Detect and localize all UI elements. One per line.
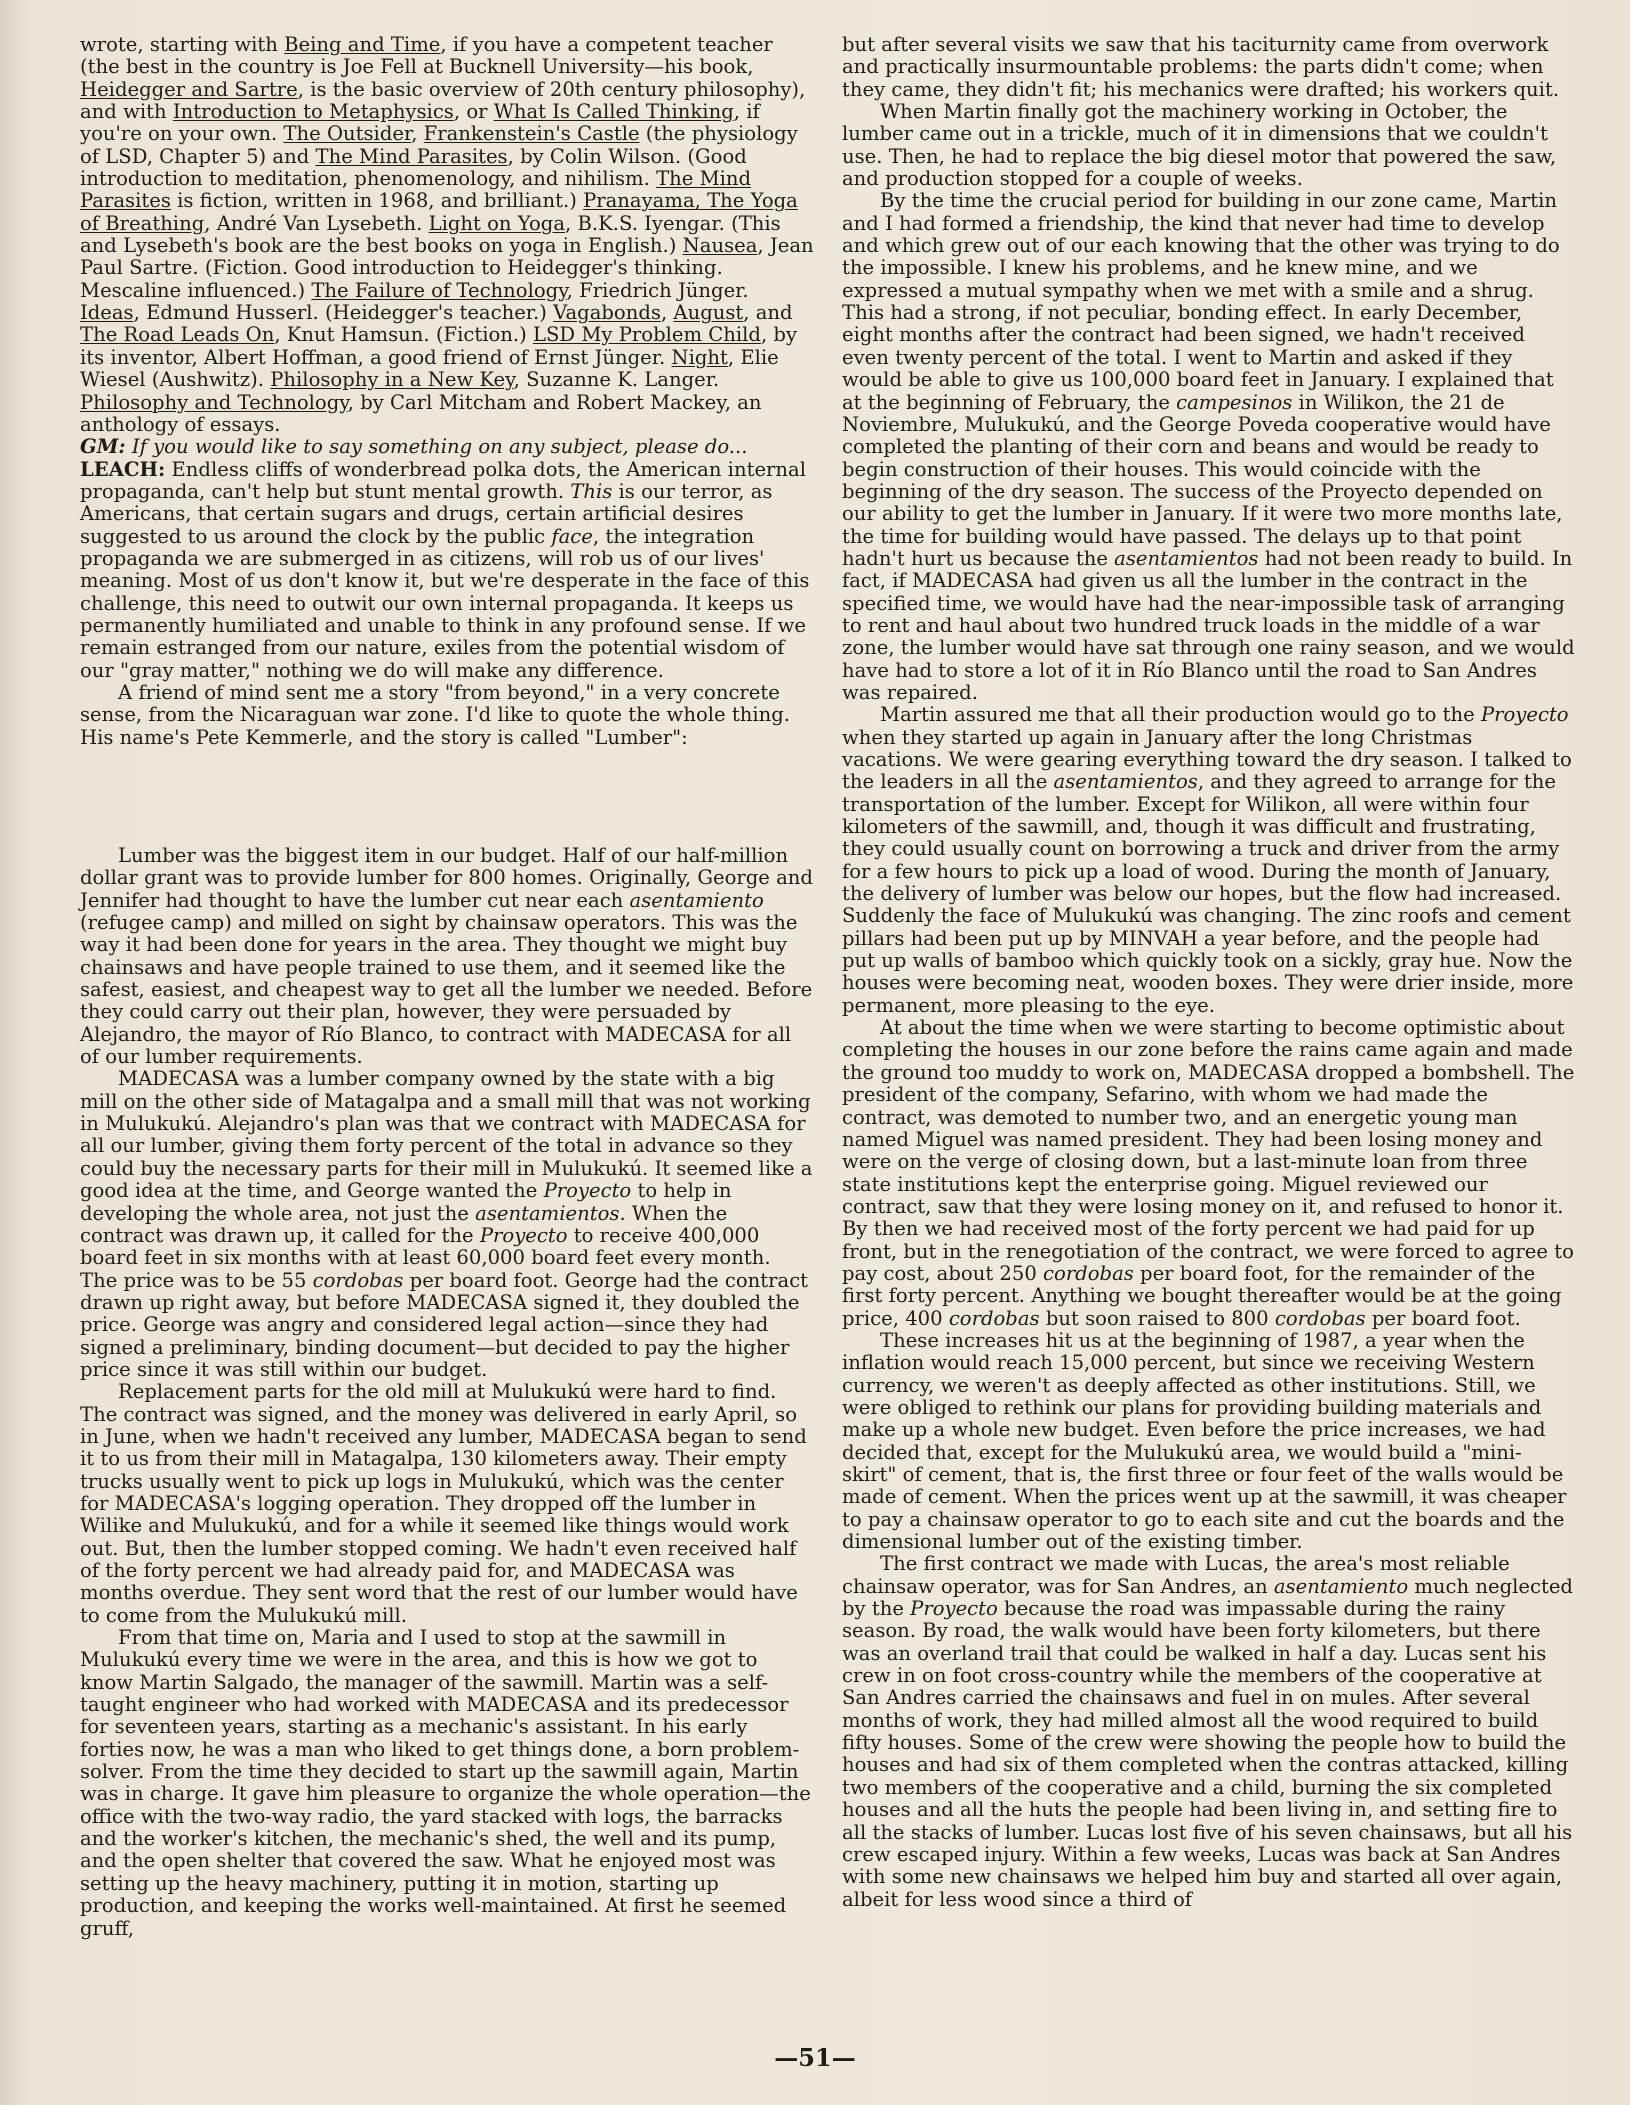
text-run: campesinos [1176,390,1293,414]
text-run: to help in developing the whole area, not just the [80,1179,732,1225]
text-run: cordobas [1274,1306,1366,1330]
text-run: Martin assured me that all their production would go to the [880,703,1481,727]
text-run: wrote, starting with [80,33,285,56]
text-run: , Elie Wiesel (Aushwitz). [80,345,779,392]
story-paragraph [842,1330,1576,1553]
gm-question [80,436,814,458]
section-gap [80,749,814,845]
text-run: cordobas [1043,1261,1134,1285]
story-paragraph [842,101,1576,190]
text-run: cordobas [948,1306,1040,1330]
text-run: asentamiento [629,888,764,912]
book-title: Light on Yoga [428,211,566,235]
story-paragraph [80,1381,814,1627]
text-run: face [551,524,593,548]
text-run: , if you're on your own. [80,100,760,146]
text-run: By the time the crucial period for building in our zone came, Martin and I had formed a friendship, the kind that never had time to develop and which grew out of our each knowing that the other was trying to do the impossible. I knew his problems, and he knew mine, and we expressed a mutual sympathy when we met with a smile and a shrug. This had a strong, if not peculiar, bonding effect. In early December, eight months after the contract had been signed, we hadn't received even twenty percent of the total. I went to Martin and asked if they would be able to give us 100,000 board feet in January. I explained that at the beginning of February, the [842,189,1560,414]
text-run: , Knut Hamsun. (Fiction.) [274,323,533,347]
story-paragraph [842,1553,1576,1911]
story-paragraph [80,845,814,1068]
text-run: cordobas [312,1268,404,1292]
text-run: , [660,301,674,325]
text-run: , Friedrich Jünger. [566,278,749,302]
book-title: The Failure of Technology [311,278,567,302]
text-run: , by Carl Mitcham and Robert Mackey, an anthology of essays. [80,390,762,436]
text-run: , André Van Lysebeth. [204,211,429,235]
book-title: The Outsider [283,122,412,146]
text-run: , by Colin Wilson. (Good introduction to meditation, phenomenology, and nihilism. [80,144,747,191]
text-run: is our terror, as Americans, that certain sugars and drugs, certain artificial desires suggested to us around the clock by the public [80,479,773,548]
text-run: but soon raised to 800 [1039,1306,1275,1330]
text-run: Proyecto [479,1223,568,1247]
text-run: When Martin finally got the machinery working in October, the lumber came out in a trickle, much of it in dimensions that we couldn't use. Then, he had to replace the big diesel motor that powered the saw, and production stopped for a couple of weeks. [842,100,1557,191]
text-run: when they started up again in January after the long Christmas vacations. We were gearing everything toward the dry season. I talked to the leaders in all the [842,725,1572,794]
text-run: had not been ready to build. In fact, if MADECASA had given us all the lumber in the contract in the specified time, we would have had the near-impossible task of arranging to rent and haul about two hundred truck loads in the middle of a war zone, the lumber would have sat through one rainy season, and we would have had to store a lot of it in Río Blanco until the road to San Andres was repaired. [842,546,1575,704]
book-title: Night [671,345,728,369]
text-run: in Wilikon, the 21 de Noviembre, Mulukukú, and the George Poveda cooperative would have completed the planting of their corn and beans and would be ready to begin construction of their houses. This would coincide with the beginning of the dry season. The success of the Proyecto depended on our ability to get the lumber in January. If it were two more months late, the time for building would have passed. The delays up to that point hadn't hurt us because the [842,390,1563,570]
text-run: , [411,122,424,146]
text-run: per board foot. George had the contract drawn up right away, but before MADECASA signed it, they doubled the price. George was angry and considered legal action—since they had signed a preliminary, binding document—but decided to pay the higher price since it was still within our budget. [80,1268,809,1381]
book-title: Introduction to Metaphysics [172,100,454,124]
text-run: , and [743,301,793,325]
book-title: What Is Called Thinking [493,100,734,124]
text-run: These increases hit us at the beginning of 1987, a year when the inflation would reach 15,000 percent, but since we receiving Western currency, we weren't as deeply affected as other institutions. Still, we were obliged to rethink our plans for providing building materials and make up a whole new budget. Even before the price increases, we had decided that, except for the Mulukukú area, we would build a "mini-skirt" of cement, that is, the first three or four feet of the walls would be made of cement. When the prices went up at the sawmill, it was cheaper to pay a chainsaw operator to go to each site and cut the boards and the dimensional lumber out of the existing timber. [842,1328,1567,1554]
text-run: asentamiento [1273,1574,1409,1598]
book-title: The Mind Parasites [315,144,508,168]
book-title: The Mind Parasites [80,167,752,213]
book-title: The Road Leads On [80,323,275,347]
text-run: If you would like to say something on any subject, please do... [125,435,748,459]
text-run: Endless cliffs of wonderbread polka dots, the American internal propaganda, can't help but stunt mental growth. [80,457,806,503]
text-run: GM: [80,435,126,459]
story-paragraph [80,1627,814,1940]
book-title: Nausea [682,234,758,258]
book-title: Pranayama, The Yoga of Breathing [80,189,798,235]
story-paragraph [842,190,1576,704]
story-paragraph [842,704,1576,1017]
text-run: At about the time when we were starting to become optimistic about completing the houses in our zone before the rains came again and made the ground too muddy to work on, MADECASA dropped a bombshell. The president of the company, Sefarino, with whom we had made the contract, was demoted to number two, and an energetic young man named Miguel was named president. They had been losing money and were on the verge of closing down, but a last-minute loan from three state institutions kept the enterprise going. Miguel reviewed our contract, saw that they were losing money on it, and refused to honor it. By then we had received most of the forty percent we had paid for up front, but in the renegotiation of the contract, we were forced to agree to pay cost, about 250 [842,1016,1575,1285]
text-run: to receive 400,000 board feet in six months with at least 60,000 board feet every month. The price was to be 55 [80,1223,771,1292]
text-run: , the integration propaganda we are submerged in as citizens, will rob us of our lives' meaning. Most of us don't know it, but we're desperate in the face of this challenge, this need to outwit our own internal propaganda. It keeps us permanently humiliated and unable to think in any profound sense. If we remain estranged from our nature, exiles from the potential wisdom of our "gray matter," nothing we do will make any difference. [80,524,810,682]
text-run: Proyecto [910,1597,998,1621]
text-run: asentamientos [475,1201,620,1225]
text-run: much neglected by the [842,1574,1573,1621]
text-run: asentamientos [1114,546,1259,570]
text-run: is fiction, written in 1968, and brilliant.) [170,189,584,213]
text-run: , B.K.S. Iyengar. (This and Lysebeth's book are the best books on yoga in English.) [80,211,781,258]
book-title: Heidegger and Sartre [80,77,298,101]
text-run: MADECASA was a lumber company owned by the state with a big mill on the other side of Matagalpa and a small mill that was not working in Mulukukú. Alejandro's plan was that we contract with MADECASA for all our lumber, giving them forty percent of the total in advance so they could buy the necessary parts for their mill in Mulukukú. It seemed like a good idea at the time, and George wanted the [80,1067,813,1203]
text-run: . When the contract was drawn up, it called for the [80,1201,728,1247]
text-run: asentamientos [1053,770,1198,794]
text-run: , by its inventor, Albert Hoffman, a good friend of Ernst Jünger. [80,323,798,369]
text-run: , Edmund Husserl. (Heidegger's teacher.) [133,301,554,325]
text-run: This [570,479,613,503]
book-title: Vagabonds [553,301,661,325]
text-run: A friend of mind sent me a story "from beyond," in a very concrete sense, from the Nicaraguan war zone. I'd like to quote the whole thing. His name's Pete Kemmerle, and the story is called "Lumber": [80,680,790,749]
book-title: LSD My Problem Child [532,323,761,347]
leach-answer [80,459,814,682]
book-title: Philosophy and Technology [80,390,348,414]
text-run: per board foot, for the remainder of the first forty percent. Anything we bought thereafter would be at the going price, 400 [842,1261,1562,1330]
page-number: —51— [774,2043,856,2072]
text-run: , Jean Paul Sartre. (Fiction. Good introduction to Heidegger's thinking. Mescaline influenced.) [80,234,814,302]
book-title: Philosophy in a New Key [270,368,514,392]
text-run: per board foot. [1365,1306,1521,1330]
book-title: Being and Time [284,33,441,56]
story-paragraph [842,34,1576,101]
text-run: The first contract we made with Lucas, the area's most reliable chainsaw operator, was for San Andres, an [842,1552,1510,1598]
reading-list-paragraph [80,34,814,436]
text-run: because the road was impassable during the rainy season. By road, the walk would have been forty kilometers, but there was an overland trail that could be walked in half a day. Lucas sent his crew in on foot cross-country while the members of the cooperative at San Andres carried the chainsaws and fuel in on mules. After several months of work, they had milled almost all the wood required to build fifty houses. Some of the crew were showing the people how to build the houses and had six of them completed when the contras attacked, killing two members of the cooperative and a child, burning the six completed houses and all the huts the people had been living in, and setting fire to all the stacks of lumber. Lucas lost five of his seven chainsaws, but all his crew escaped injury. Within a few weeks, Lucas was back at San Andres with some new chainsaws we helped him buy and started all over again, albeit for less wood since a third of [842,1597,1573,1911]
text-run: , if you have a competent teacher (the best in the country is Joe Fell at Bucknell University—his book, [80,33,773,79]
story-paragraph [842,1017,1576,1330]
book-title: August [673,301,744,325]
text-run: , or [453,100,494,124]
book-title: Frankenstein's Castle [423,122,640,146]
text-run: Proyecto [543,1179,632,1203]
text-run: LEACH: [80,457,166,481]
text-run: Lumber was the biggest item in our budget. Half of our half-million dollar grant was to provide lumber for 800 homes. Originally, George and Jennifer had thought to have the lumber cut near each [80,844,813,912]
text-run: , and they agreed to arrange for the transportation of the lumber. Except for Wilikon, all were within four kilometers of the sawmill, and, though it was difficult and frustrating, they could usually count on borrowing a truck and driver from the army for a few hours to pick up a load of wood. During the month of January, the delivery of lumber was below our hopes, but the flow had increased. Suddenly the face of Mulukukú was changing. The zinc roofs and cement pillars had been put up by MINVAH a year before, and the people had put up walls of bamboo which quickly took on a sickly, gray hue. Now the houses were becoming neat, wooden boxes. They were drier inside, more permanent, more pleasing to the eye. [842,770,1574,1017]
text-run: , Suzanne K. Langer. [513,368,720,392]
text-run: Replacement parts for the old mill at Mulukukú were hard to find. The contract was signed, and the money was delivered in early April, so in June, when we hadn't received any lumber, MADECASA began to send it to us from their mill in Matagalpa, 130 kilometers away. Their empty trucks usually went to pick up logs in Mulukukú, which was the center for MADECASA's logging operation. They dropped off the lumber in Wilike and Mulukukú, and for a while it seemed like things would work out. But, then the lumber stopped coming. We hadn't even received half of the forty percent we had already paid for, and MADECASA was months overdue. They sent word that the rest of our lumber would have to come from the Mulukukú mill. [80,1380,807,1627]
left-column [80,34,814,1940]
friend-intro-paragraph [80,682,814,749]
right-column [842,34,1576,1911]
text-run: From that time on, Maria and I used to stop at the sawmill in Mulukukú every time we were in the area, and this is how we got to know Martin Salgado, the manager of the sawmill. Martin was a self-taught engineer who had worked with MADECASA and its predecessor for seventeen years, starting as a mechanic's assistant. In his early forties now, he was a man who liked to get things done, a born problem-solver. From the time they decided to start up the sawmill again, Martin was in charge. It gave him pleasure to organize the whole operation—the office with the two-way radio, the yard stacked with logs, the barracks and the worker's kitchen, the mechanic's shed, the well and its pump, and the open shelter that covered the saw. What he enjoyed most was setting up the heavy machinery, putting it in motion, starting up production, and keeping the works well-maintained. At first he seemed gruff, [80,1626,811,1940]
text-run: , is the basic overview of 20th century philosophy), and with [80,77,806,124]
text-run: (refugee camp) and milled on sight by chainsaw operators. This was the way it had been done for years in the area. They thought we might buy chainsaws and have people trained to use them, and it seemed like the safest, easiest, and cheapest way to get all the lumber we needed. Before they could carry out their plan, however, they were persuaded by Alejandro, the mayor of Río Blanco, to contract with MADECASA for all of our lumber requirements. [80,911,813,1069]
book-title: Ideas [80,301,134,325]
text-run: (the physiology of LSD, Chapter 5) and [80,122,798,168]
story-paragraph [80,1068,814,1381]
text-run: but after several visits we saw that his taciturnity came from overwork and practically insurmountable problems: the parts didn't come; when they came, they didn't fit; his mechanics were drafted; his workers quit. [842,33,1560,101]
text-run: Proyecto [1480,703,1569,727]
